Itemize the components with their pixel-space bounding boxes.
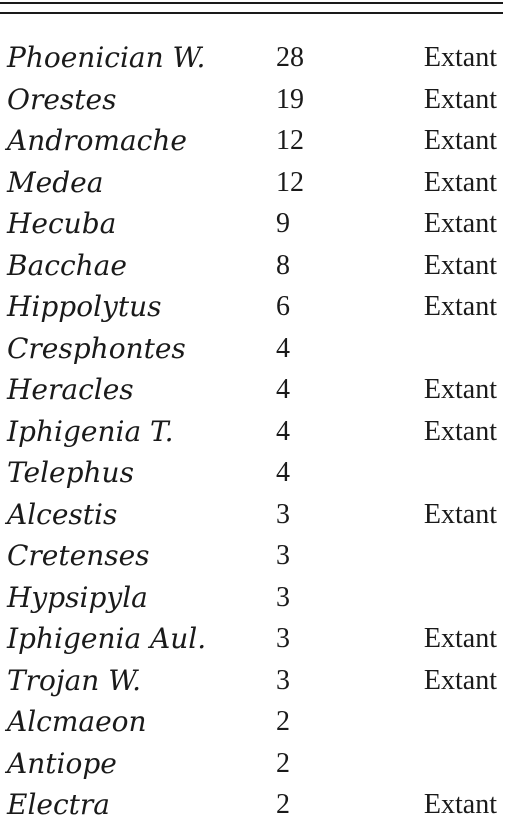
table-row [0, 660, 509, 702]
table-row [0, 452, 509, 494]
play-title: Telephus [7, 456, 134, 489]
table-row [0, 37, 509, 79]
play-count: 3 [276, 664, 290, 696]
play-status: Extant [423, 208, 497, 239]
play-status: Extant [423, 291, 497, 322]
play-status: Extant [423, 249, 497, 281]
table-row [0, 411, 509, 453]
play-status: Extant [423, 166, 497, 198]
play-status: Extant [423, 789, 497, 820]
table-row [0, 328, 509, 370]
play-count: 4 [276, 332, 290, 364]
play-count: 28 [276, 42, 304, 73]
play-status: Extant [423, 83, 497, 115]
play-title: Cretenses [7, 539, 150, 572]
play-status: Extant [423, 374, 497, 405]
play-status: Extant [423, 42, 497, 73]
play-count: 12 [276, 166, 304, 198]
play-status: Extant [423, 415, 497, 447]
table-row [0, 743, 509, 785]
play-count: 4 [276, 374, 290, 405]
table-row [0, 577, 509, 619]
plays-table [0, 37, 509, 826]
play-title: Iphigenia Aul. [7, 622, 207, 655]
play-count: 3 [276, 581, 290, 613]
play-count: 4 [276, 415, 290, 447]
table-row [0, 369, 509, 411]
play-title: Alcmaeon [7, 705, 147, 738]
play-status: Extant [423, 623, 497, 654]
play-status: Extant [423, 125, 497, 156]
table-row [0, 701, 509, 743]
play-title: Antiope [7, 746, 117, 780]
play-count: 3 [276, 623, 290, 654]
play-title: Alcestis [7, 497, 118, 531]
play-count: 3 [276, 540, 290, 571]
play-count: 19 [276, 83, 304, 115]
play-count: 8 [276, 249, 290, 281]
play-title: Hypsipyla [7, 580, 148, 614]
table-row [0, 162, 509, 204]
play-count: 2 [276, 789, 290, 820]
table-row [0, 535, 509, 577]
table-row [0, 286, 509, 328]
table-row [0, 120, 509, 162]
table-top-rule [0, 2, 503, 4]
play-title: Orestes [7, 82, 117, 116]
table-row [0, 784, 509, 826]
table-top-rule-second [0, 12, 503, 14]
play-status: Extant [423, 664, 497, 696]
play-title: Iphigenia T. [7, 414, 174, 448]
play-title: Trojan W. [7, 663, 142, 697]
play-count: 4 [276, 457, 290, 488]
play-count: 9 [276, 208, 290, 239]
play-title: Phoenician W. [7, 41, 206, 74]
play-count: 2 [276, 747, 290, 779]
table-row [0, 245, 509, 287]
play-title: Bacchae [7, 248, 127, 282]
table-row [0, 494, 509, 536]
play-count: 3 [276, 498, 290, 530]
play-count: 2 [276, 706, 290, 737]
table-row [0, 203, 509, 245]
play-status: Extant [423, 498, 497, 530]
play-title: Medea [7, 165, 104, 199]
play-title: Heracles [7, 373, 134, 406]
table-row [0, 618, 509, 660]
play-title: Electra [7, 788, 110, 821]
play-title: Hippolytus [7, 290, 162, 323]
play-title: Hecuba [7, 207, 117, 240]
play-title: Andromache [7, 124, 187, 157]
play-count: 12 [276, 125, 304, 156]
play-count: 6 [276, 291, 290, 322]
table-row [0, 79, 509, 121]
play-title: Cresphontes [7, 331, 186, 365]
